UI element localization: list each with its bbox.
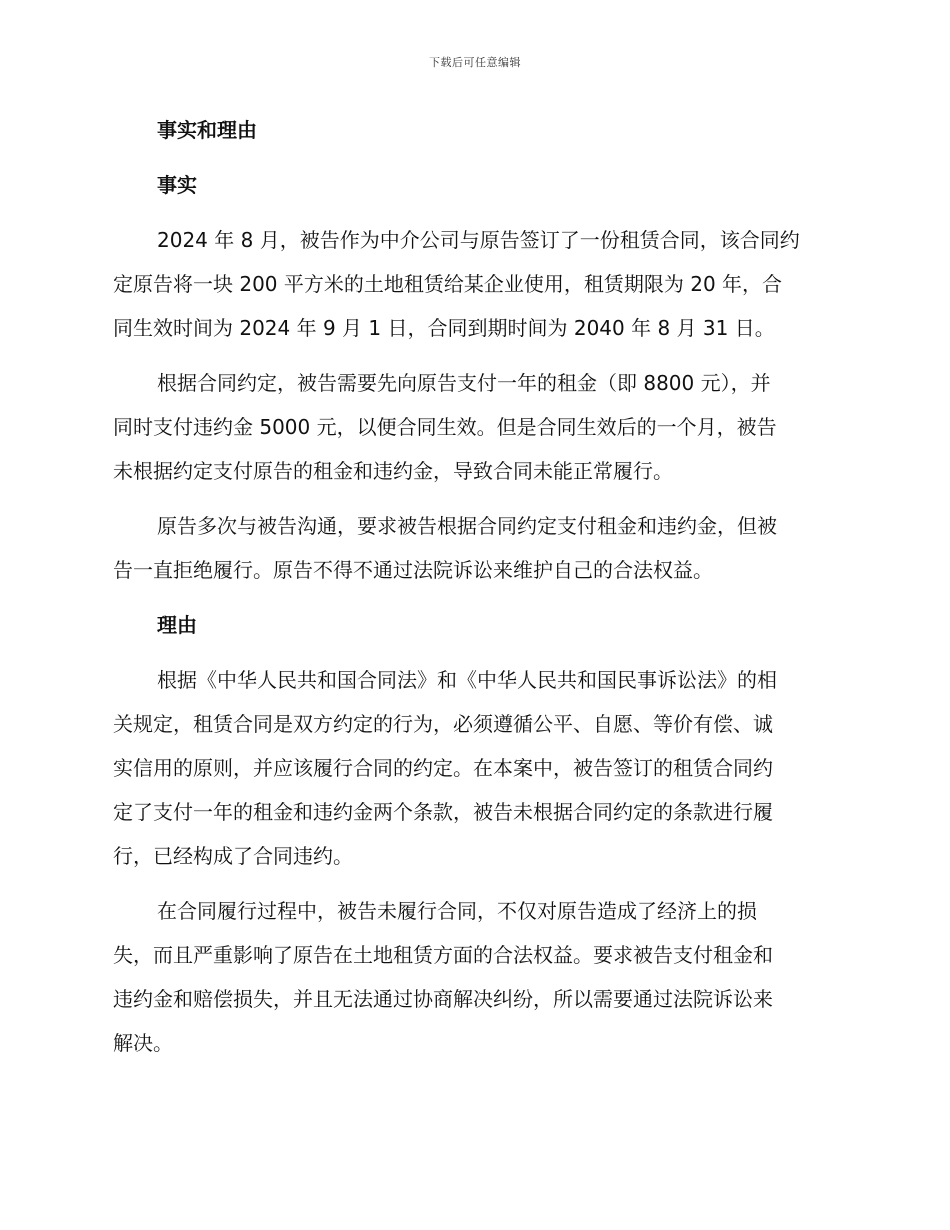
reason-paragraph-2	[113, 889, 843, 1065]
page-header: 下载后可任意编辑	[429, 56, 521, 69]
facts-heading: 事实	[157, 173, 197, 197]
paragraph-line: 违约金和赔偿损失，并且无法通过协商解决纠纷，所以需要通过法院诉讼来	[113, 987, 773, 1011]
paragraph-line: 未根据约定支付原告的租金和违约金，导致合同未能正常履行。	[113, 459, 673, 483]
document-title: 事实和理由	[157, 118, 257, 142]
facts-section	[113, 218, 843, 592]
paragraph-line: 定了支付一年的租金和违约金两个条款，被告未根据合同约定的条款进行履	[113, 800, 773, 824]
document-body	[113, 108, 843, 1076]
paragraph-line: 解决。	[113, 1031, 173, 1055]
reasons-heading: 理由	[157, 613, 197, 637]
paragraph-line: 根据合同约定，被告需要先向原告支付一年的租金（即 8800 元），并	[157, 371, 771, 395]
paragraph-line: 原告多次与被告沟通，要求被告根据合同约定支付租金和违约金，但被	[157, 514, 777, 538]
paragraph-line: 定原告将一块 200 平方米的土地租赁给某企业使用，租赁期限为 20 年，合	[113, 272, 783, 296]
paragraph-line: 同时支付违约金 5000 元，以便合同生效。但是合同生效后的一个月，被告	[113, 415, 777, 439]
paragraph-line: 失，而且严重影响了原告在土地租赁方面的合法权益。要求被告支付租金和	[113, 943, 773, 967]
paragraph-line: 告一直拒绝履行。原告不得不通过法院诉讼来维护自己的合法权益。	[113, 558, 713, 582]
paragraph-line: 同生效时间为 2024 年 9 月 1 日，合同到期时间为 2040 年 8 月 31 日。	[113, 316, 775, 340]
fact-paragraph-2	[113, 361, 843, 493]
reason-paragraph-1	[113, 658, 843, 878]
paragraph-line: 行，已经构成了合同违约。	[113, 844, 353, 868]
paragraph-line: 在合同履行过程中，被告未履行合同，不仅对原告造成了经济上的损	[157, 899, 757, 923]
reasons-section	[113, 658, 843, 1065]
paragraph-line: 关规定，租赁合同是双方约定的行为，必须遵循公平、自愿、等价有偿、诚	[113, 712, 773, 736]
paragraph-line: 根据《中华人民共和国合同法》和《中华人民共和国民事诉讼法》的相	[157, 668, 777, 692]
fact-paragraph-3	[113, 504, 843, 592]
fact-paragraph-1	[113, 218, 843, 350]
paragraph-line: 2024 年 8 月，被告作为中介公司与原告签订了一份租赁合同，该合同约	[157, 228, 800, 252]
paragraph-line: 实信用的原则，并应该履行合同的约定。在本案中，被告签订的租赁合同约	[113, 756, 773, 780]
